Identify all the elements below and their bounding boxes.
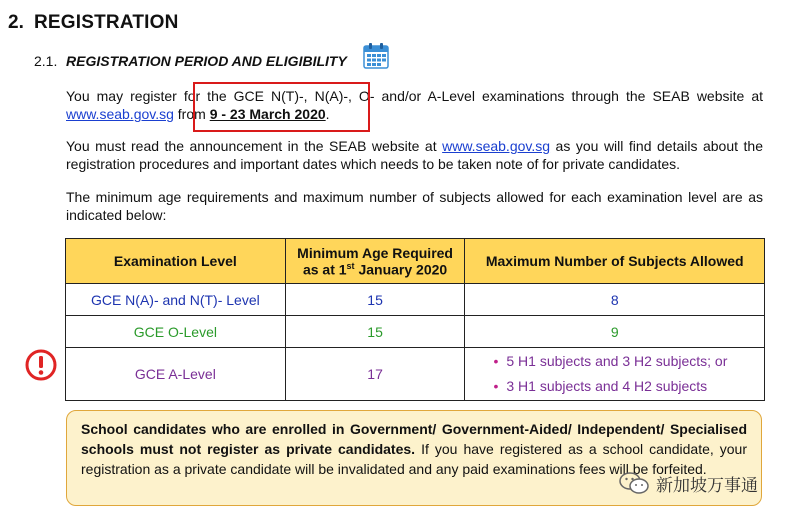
seab-website-link[interactable]: www.seab.gov.sg xyxy=(66,106,174,122)
requirements-intro-paragraph: The minimum age requirements and maximum number of subjects allowed for each examination level are as indicated below: xyxy=(66,189,763,223)
cell-max xyxy=(465,348,765,401)
table-row xyxy=(66,316,765,348)
cell-age: 15 xyxy=(285,316,465,348)
requirements-table xyxy=(65,238,765,401)
registration-period-paragraph: You may register for the GCE N(T)-, N(A)-, O- and/or A-Level examinations through the SEAB website at www.seab.gov.sg from 9 - 23 March 2020. xyxy=(66,88,763,122)
section-title: REGISTRATION xyxy=(34,12,179,33)
section-number: 2. xyxy=(8,12,24,33)
cell-age: 17 xyxy=(285,348,465,401)
subsection-title: REGISTRATION PERIOD AND ELIGIBILITY xyxy=(66,53,347,69)
header-exam-level: Examination Level xyxy=(66,239,286,284)
cell-age: 15 xyxy=(285,284,465,316)
header-max-subjects: Maximum Number of Subjects Allowed xyxy=(465,239,765,284)
table-row xyxy=(66,348,765,401)
cell-max: 9 xyxy=(465,316,765,348)
a-level-subject-list xyxy=(493,349,763,399)
table-header-row xyxy=(66,239,765,284)
announcement-paragraph: You must read the announcement in the SEAB website at www.seab.gov.sg as you will find details about the registration procedures and important dates which needs to be taken note of for private candidates. xyxy=(66,138,763,172)
header-min-age: Minimum Age Required as at 1st January 2020 xyxy=(285,239,465,284)
list-item: • 5 H1 subjects and 3 H2 subjects; or xyxy=(493,353,728,369)
date-highlight-box xyxy=(193,82,370,132)
registration-date: 9 - 23 March 2020 xyxy=(209,106,326,122)
school-candidates-notice: School candidates who are enrolled in Government/ Government-Aided/ Independent/ Specialised schools must not register as private candidates. If you have registered as a school candidate, your registration as a private candidate will be invalidated and any paid examinations fees will be forfeited. xyxy=(66,410,762,506)
cell-level: GCE A-Level xyxy=(66,348,286,401)
cell-max: 8 xyxy=(465,284,765,316)
wechat-icon xyxy=(618,472,650,494)
table-row xyxy=(66,284,765,316)
cell-level: GCE O-Level xyxy=(66,316,286,348)
list-item: • 3 H1 subjects and 4 H2 subjects xyxy=(493,378,708,394)
subsection-number: 2.1. xyxy=(34,53,58,69)
watermark-text: 新加坡万事通 xyxy=(656,475,758,495)
cell-level: GCE N(A)- and N(T)- Level xyxy=(66,284,286,316)
alert-icon xyxy=(25,349,57,381)
watermark xyxy=(618,470,758,496)
calendar-icon xyxy=(363,42,389,69)
seab-website-link-2[interactable]: www.seab.gov.sg xyxy=(442,138,551,154)
